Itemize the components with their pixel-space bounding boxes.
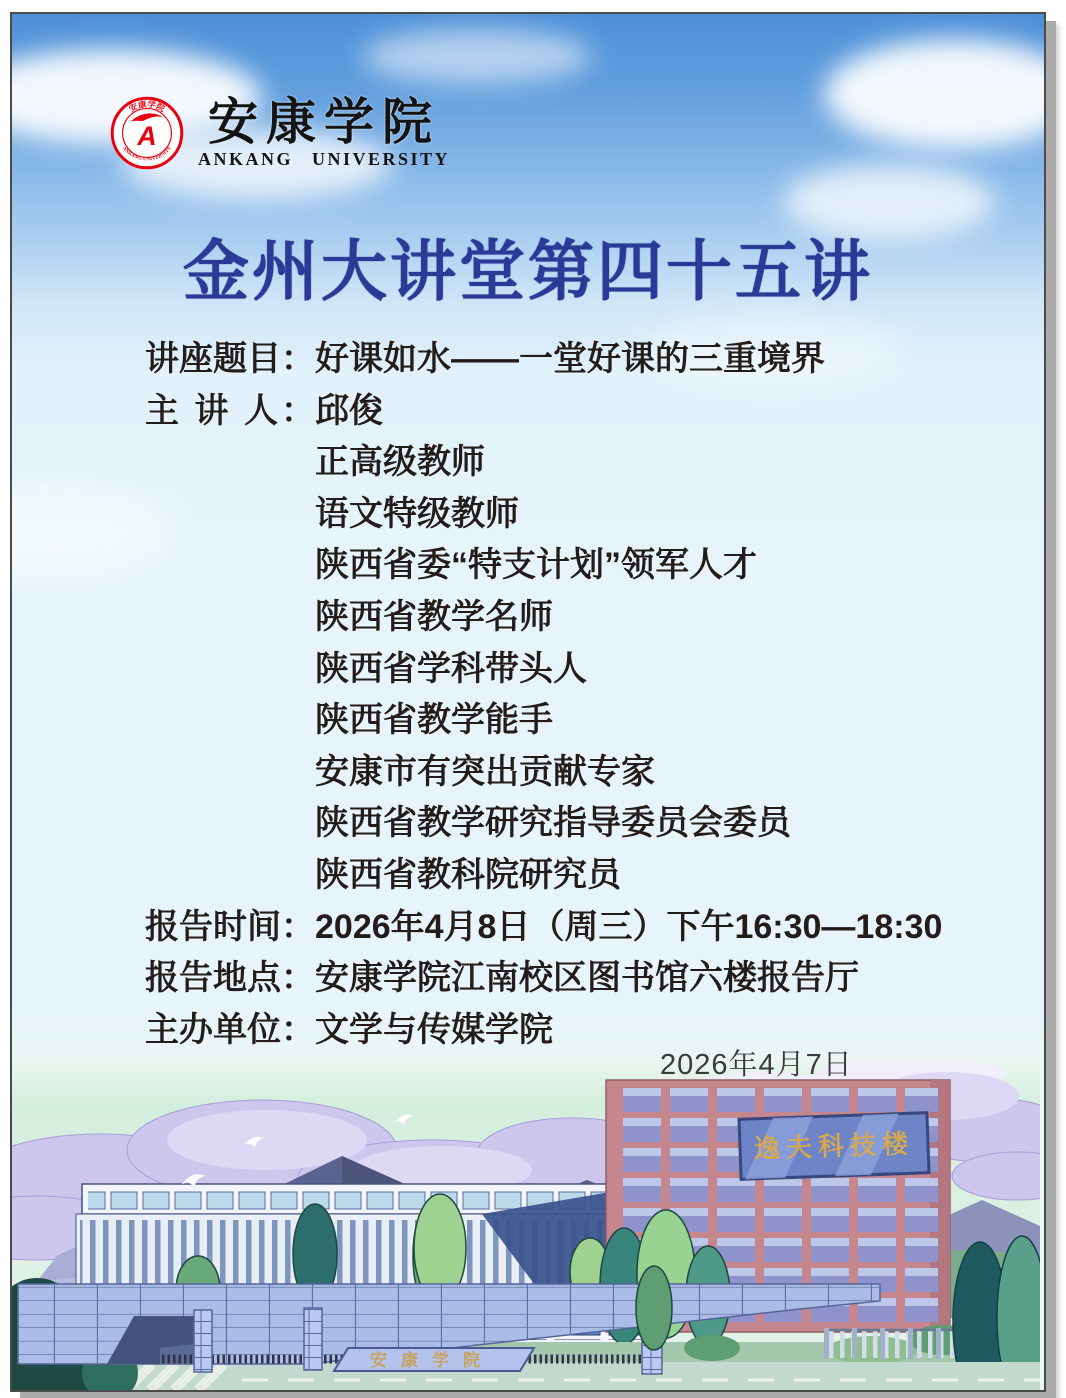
speaker-credential: 正高级教师 bbox=[315, 443, 485, 482]
poster bbox=[10, 12, 1046, 1392]
cloud-decoration bbox=[824, 39, 1046, 149]
lecture-title-line bbox=[145, 334, 985, 386]
report-location-line bbox=[145, 953, 985, 1005]
lecture-info-block bbox=[145, 334, 985, 1056]
university-seal-icon bbox=[110, 96, 184, 170]
field-value: 邱俊 bbox=[315, 391, 383, 430]
issue-date: 2026年4月7日 bbox=[660, 1049, 853, 1081]
speaker-credential: 安康市有突出贡献专家 bbox=[315, 752, 655, 791]
campus-illustration bbox=[12, 1058, 1040, 1390]
university-name-zh: 安康学院 bbox=[208, 91, 441, 151]
svg-text:ANKANG UNIVERSITY: ANKANG UNIVERSITY bbox=[120, 145, 174, 163]
university-name-en: ANKANG UNIVERSITY bbox=[198, 148, 451, 169]
gate-sign bbox=[334, 1348, 534, 1371]
gate-sign-text: 安康学院 bbox=[370, 1351, 494, 1370]
speaker-credential: 陕西省教学名师 bbox=[315, 597, 553, 636]
organizer-line bbox=[145, 1005, 985, 1057]
speaker-credential: 陕西省教学研究指导委员会委员 bbox=[315, 804, 791, 843]
speaker-credential: 陕西省教科院研究员 bbox=[315, 855, 621, 894]
field-label: 报告时间： bbox=[145, 907, 315, 946]
field-value: 文学与传媒学院 bbox=[315, 1010, 553, 1049]
speaker-line bbox=[145, 386, 985, 438]
campus-fence bbox=[824, 1328, 964, 1359]
tech-building-sign-text: 逸夫科技楼 bbox=[753, 1128, 915, 1164]
report-time-line bbox=[145, 902, 985, 954]
speaker-credential: 陕西省学科带头人 bbox=[315, 649, 587, 688]
road bbox=[12, 1362, 1040, 1390]
speaker-credential: 语文特级教师 bbox=[315, 494, 519, 533]
field-label: 报告地点： bbox=[145, 959, 315, 998]
university-logo bbox=[110, 91, 451, 170]
field-value: 2026年4月8日（周三）下午16:30—18:30 bbox=[315, 907, 943, 946]
university-name bbox=[198, 91, 451, 170]
speaker-credential: 陕西省委“特支计划”领军人才 bbox=[315, 546, 757, 585]
svg-text:安康学院: 安康学院 bbox=[127, 98, 167, 114]
speaker-credential: 陕西省教学能手 bbox=[315, 701, 553, 740]
field-value: 好课如水——一堂好课的三重境界 bbox=[315, 340, 825, 378]
field-value: 安康学院江南校区图书馆六楼报告厅 bbox=[315, 959, 859, 998]
field-label: 讲座题目： bbox=[145, 340, 315, 378]
field-label: 主 讲 人： bbox=[145, 391, 315, 430]
field-label: 主办单位： bbox=[145, 1010, 315, 1049]
cloud-decoration bbox=[362, 29, 592, 84]
poster-title: 金州大讲堂第四十五讲 bbox=[183, 234, 873, 308]
tech-building-sign bbox=[739, 1113, 929, 1180]
seal-monogram: A bbox=[137, 120, 157, 151]
